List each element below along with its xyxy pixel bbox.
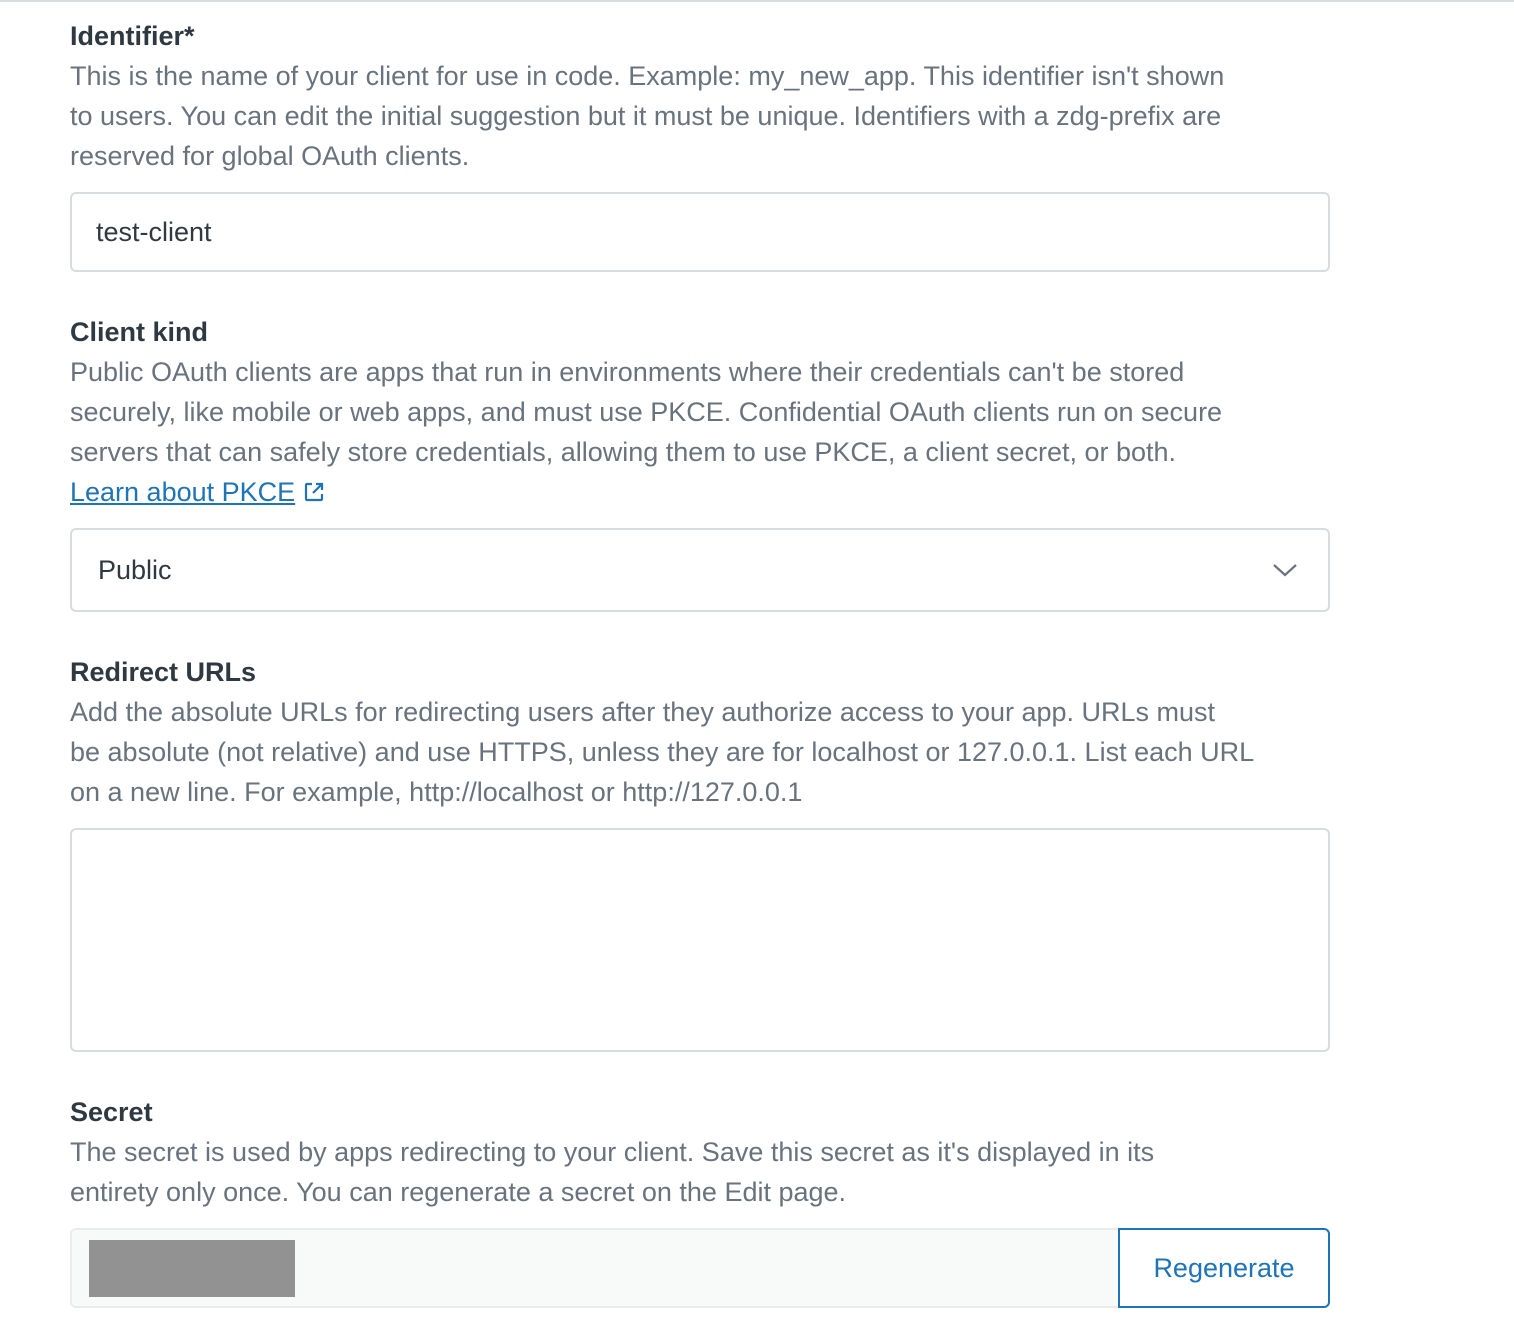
learn-about-pkce-link[interactable]: Learn about PKCE <box>70 477 296 507</box>
redirect-urls-hint-line-2: be absolute (not relative) and use HTTPS, unless they are for localhost or 127.0.0.1. List each URL <box>70 737 1255 767</box>
secret-section <box>70 1092 1330 1212</box>
secret-redaction <box>89 1240 295 1297</box>
client-kind-hint-line-3: servers that can safely store credentials, allowing them to use PKCE, a client secret, or both. <box>70 437 1177 467</box>
external-link-icon[interactable] <box>303 474 325 514</box>
secret-label: Secret <box>70 1097 153 1127</box>
identifier-label: Identifier* <box>70 21 195 51</box>
client-kind-section <box>70 312 1330 514</box>
client-kind-selected-value: Public <box>98 554 172 585</box>
pkce-link-row <box>70 472 1330 514</box>
redirect-urls-textarea[interactable] <box>70 828 1330 1052</box>
secret-hint-line-2: entirety only once. You can regenerate a secret on the Edit page. <box>70 1177 847 1207</box>
regenerate-button[interactable]: Regenerate <box>1118 1228 1330 1308</box>
secret-field[interactable] <box>70 1228 1118 1308</box>
redirect-urls-label: Redirect URLs <box>70 657 257 687</box>
secret-row <box>70 1228 1330 1308</box>
identifier-hint-line-3: reserved for global OAuth clients. <box>70 141 470 171</box>
identifier-hint-line-1: This is the name of your client for use in code. Example: my_new_app. This identifier isn't shown <box>70 61 1225 91</box>
chevron-down-icon <box>1272 562 1298 578</box>
client-kind-select[interactable] <box>70 528 1330 612</box>
identifier-hint-line-2: to users. You can edit the initial suggestion but it must be unique. Identifiers with a zdg-prefix are <box>70 101 1222 131</box>
redirect-urls-section <box>70 652 1330 812</box>
client-kind-hint-line-2: securely, like mobile or web apps, and must use PKCE. Confidential OAuth clients run on secure <box>70 397 1223 427</box>
identifier-input-value: test-client <box>96 216 212 247</box>
identifier-input[interactable] <box>70 192 1330 272</box>
redirect-urls-hint-line-1: Add the absolute URLs for redirecting users after they authorize access to your app. URLs must <box>70 697 1216 727</box>
client-kind-hint-line-1: Public OAuth clients are apps that run in environments where their credentials can't be stored <box>70 357 1185 387</box>
identifier-section <box>70 16 1330 176</box>
top-divider <box>0 0 1514 2</box>
secret-hint-line-1: The secret is used by apps redirecting to your client. Save this secret as it's displayed in its <box>70 1137 1155 1167</box>
client-kind-label: Client kind <box>70 317 209 347</box>
redirect-urls-hint-line-3: on a new line. For example, http://localhost or http://127.0.0.1 <box>70 777 803 807</box>
